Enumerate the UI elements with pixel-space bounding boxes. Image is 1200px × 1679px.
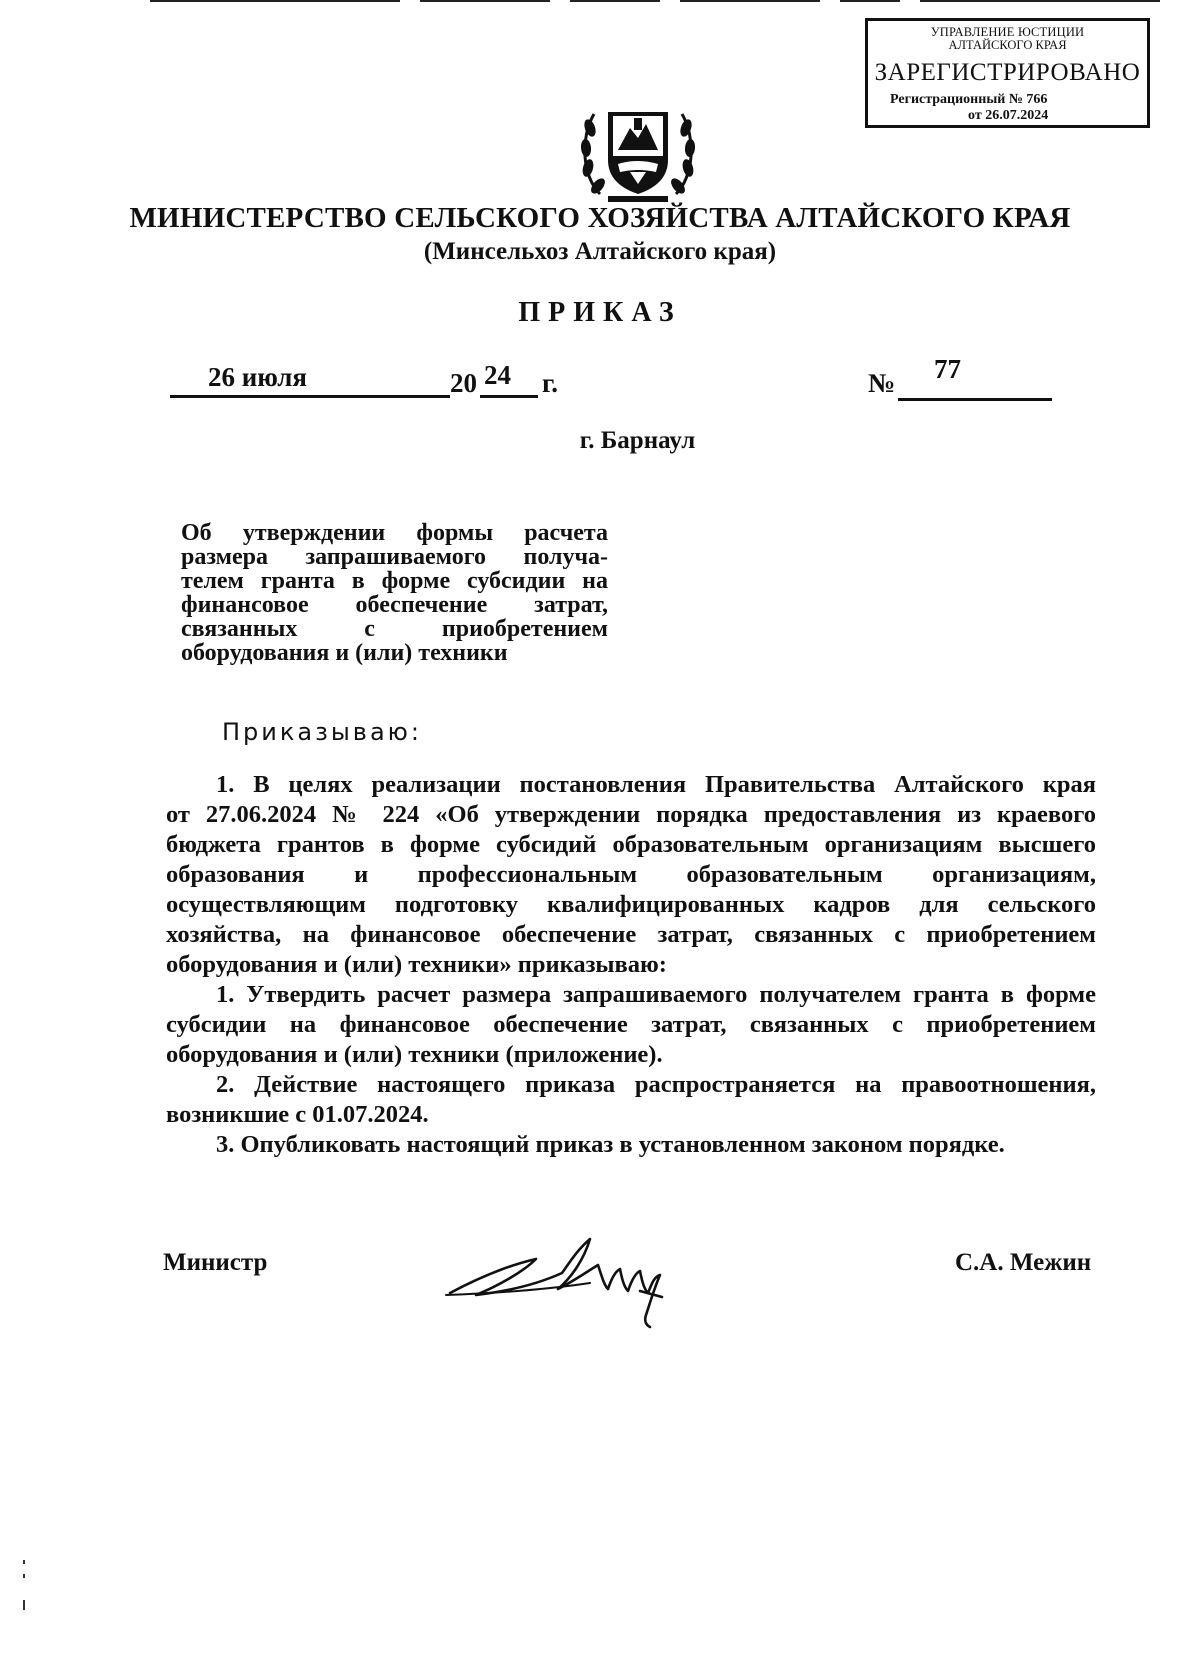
body-line: 2. Действие настоящего приказа распространяется на правоотношения,	[216, 1071, 1096, 1098]
body-line: хозяйства, на финансовое обеспечение затрат, связанных с приобретением	[166, 921, 1096, 948]
body-line: оборудования и (или) техники (приложение).	[166, 1041, 663, 1068]
body-line: 1. Утвердить расчет размера запрашиваемого получателем гранта в форме	[216, 981, 1096, 1008]
body-line: 3. Опубликовать настоящий приказ в установленном законом порядке.	[216, 1131, 1005, 1158]
order-subject	[181, 521, 608, 665]
stamp-status: ЗАРЕГИСТРИРОВАНО	[874, 59, 1141, 86]
ministry-short-title: (Минсельхоз Алтайского края)	[423, 238, 777, 265]
date-day-month: 26 июля	[208, 362, 308, 392]
stamp-authority-line1: УПРАВЛЕНИЕ ЮСТИЦИИ	[930, 25, 1085, 39]
city: г. Барнаул	[579, 427, 696, 454]
document-type: ПРИКАЗ	[518, 297, 682, 328]
registration-stamp	[865, 18, 1150, 128]
date-number-row	[0, 354, 1200, 408]
year-suffix: 24	[484, 360, 511, 390]
subject-line: финансовое обеспечение затрат,	[181, 592, 608, 618]
year-underline	[480, 395, 538, 398]
body-line: осуществляющим подготовку квалифицированных кадров для сельского	[166, 891, 1096, 918]
year-prefix: 20	[450, 368, 477, 398]
stamp-reg-date: от 26.07.2024	[968, 108, 1049, 123]
order-word: Приказываю:	[222, 718, 422, 746]
body-line: от 27.06.2024 № 224 «Об утверждении порядка предоставления из краевого	[166, 801, 1096, 828]
body-line: возникшие с 01.07.2024.	[166, 1101, 429, 1128]
stamp-reg-number: Регистрационный № 766	[890, 92, 1048, 107]
body-line: бюджета грантов в форме субсидий образовательным организациям высшего	[166, 831, 1096, 858]
handwritten-signature	[440, 1225, 680, 1335]
subject-line: связанных с приобретением	[181, 616, 608, 642]
signatory-name: С.А. Межин	[955, 1249, 1092, 1276]
year-mark: г.	[542, 368, 558, 398]
top-scan-edge	[150, 0, 1160, 3]
altai-emblem-icon	[578, 98, 698, 206]
subject-line: размера запрашиваемого получа-	[181, 544, 608, 570]
number-underline	[898, 398, 1052, 401]
subject-line: оборудования и (или) техники	[181, 640, 508, 666]
order-body	[166, 770, 1096, 1160]
date-underline	[170, 395, 450, 398]
body-line: образования и профессиональным образовательным организациям,	[166, 861, 1096, 888]
body-line: субсидии на финансовое обеспечение затрат, связанных с приобретением	[166, 1011, 1096, 1038]
order-number: 77	[934, 354, 961, 384]
subject-line: телем гранта в форме субсидии на	[181, 568, 608, 594]
number-sign: №	[868, 368, 896, 398]
margin-mark	[22, 1560, 26, 1620]
signatory-position: Министр	[163, 1249, 268, 1276]
body-line: оборудования и (или) техники» приказываю:	[166, 951, 667, 978]
body-line: 1. В целях реализации постановления Правительства Алтайского края	[216, 771, 1096, 798]
ministry-title: МИНИСТЕРСТВО СЕЛЬСКОГО ХОЗЯЙСТВА АЛТАЙСКОГО КРАЯ	[129, 202, 1071, 234]
subject-line: Об утверждении формы расчета	[181, 520, 608, 546]
stamp-authority-line2: АЛТАЙСКОГО КРАЯ	[948, 38, 1067, 52]
